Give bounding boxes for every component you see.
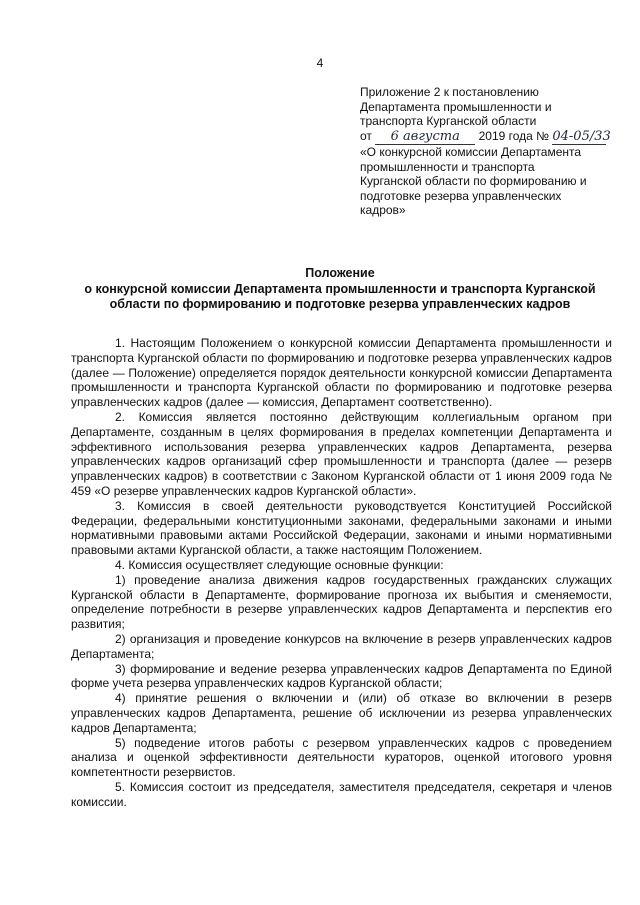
function-item-3: 3) формирование и ведение резерва управленческих кадров Департамента по Единой форме учета резерва управленческих кадров Курганской области; bbox=[71, 661, 612, 691]
annex-date-line bbox=[360, 129, 615, 146]
annex-line-1: Приложение 2 к постановлению bbox=[360, 85, 539, 99]
annex-header bbox=[360, 85, 615, 218]
function-item-4: 4) принятие решения о включении и (или) об отказе во включении в резерв управленческих кадров Департамента, решение об исключении из резерва управленческих кадров Департамента; bbox=[71, 691, 612, 735]
title-line-2: о конкурсной комиссии Департамента промышленности и транспорта Курганской bbox=[84, 281, 596, 296]
paragraph-2: 2. Комиссия является постоянно действующим коллегиальным органом при Департаменте, созданным в целях формирования в пределах компетенции Департамента и эффективного использования резерва управленческих кадров Департамента, резерва управленческих кадров организаций сфер промышленности и транспорта (далее — резерв управленческих кадров) в соответствии с Законом Курганской области от 1 июня 2009 года № 459 «О резерве управленческих кадров Курганской области». bbox=[71, 409, 612, 498]
function-item-1: 1) проведение анализа движения кадров государственных гражданских служащих Курганской области в Департаменте, формирование прогноза их выбытия и сменяемости, определение потребности в резерве управленческих кадров Департамента и перспектив его развития; bbox=[71, 572, 612, 632]
handwritten-date: 6 августа bbox=[375, 130, 475, 146]
annex-line-5: «О конкурсной комиссии Департамента bbox=[360, 145, 582, 159]
document-body bbox=[71, 336, 612, 810]
annex-line-2: Департамента промышленности и bbox=[360, 99, 552, 114]
annex-from-prefix: от bbox=[360, 128, 372, 143]
handwritten-number: 04-05/33 bbox=[552, 128, 611, 144]
paragraph-3: 3. Комиссия в своей деятельности руководствуется Конституцией Российской Федерации, федеральными конституционными законами, федеральными законами и иными нормативными правовыми актами Российской Федерации, законами и иными нормативными правовыми актами Курганской области, а также настоящим Положением. bbox=[71, 498, 612, 558]
paragraph-1: 1. Настоящим Положением о конкурсной комиссии Департамента промышленности и транспорта Курганской области по формированию и подготовке резерва управленческих кадров (далее — Положение) определяется порядок деятельности конкурсной комиссии Департамента промышленности и транспорта Курганской области по формированию и подготовке резерва управленческих кадров (далее — комиссия, Департамент соответственно). bbox=[71, 336, 612, 410]
title-line-3: области по формированию и подготовке резерва управленческих кадров bbox=[109, 297, 571, 311]
annex-line-9: кадров» bbox=[360, 203, 406, 217]
page-number: 4 bbox=[316, 56, 324, 70]
document-title bbox=[70, 266, 610, 313]
function-item-5: 5) подведение итогов работы с резервом управленческих кадров с проведением анализа и оценкой эффективности деятельности кураторов, оценкой итогового уровня компетентности резервистов. bbox=[71, 735, 612, 780]
title-line-1: Положение bbox=[305, 266, 375, 280]
annex-line-8: подготовке резерва управленческих bbox=[360, 188, 562, 203]
annex-line-6: промышленности и транспорта bbox=[360, 159, 535, 174]
annex-line-3: транспорта Курганской области bbox=[360, 114, 537, 128]
paragraph-5: 5. Комиссия состоит из председателя, заместителя председателя, секретаря и членов комиссии. bbox=[71, 779, 612, 809]
function-item-2: 2) организация и проведение конкурсов на включение в резерв управленческих кадров Департамента; bbox=[71, 631, 612, 661]
annex-line-7: Курганской области по формированию и bbox=[360, 174, 587, 188]
annex-year-text: 2019 года № bbox=[478, 128, 550, 143]
paragraph-4: 4. Комиссия осуществляет следующие основные функции: bbox=[115, 557, 444, 572]
